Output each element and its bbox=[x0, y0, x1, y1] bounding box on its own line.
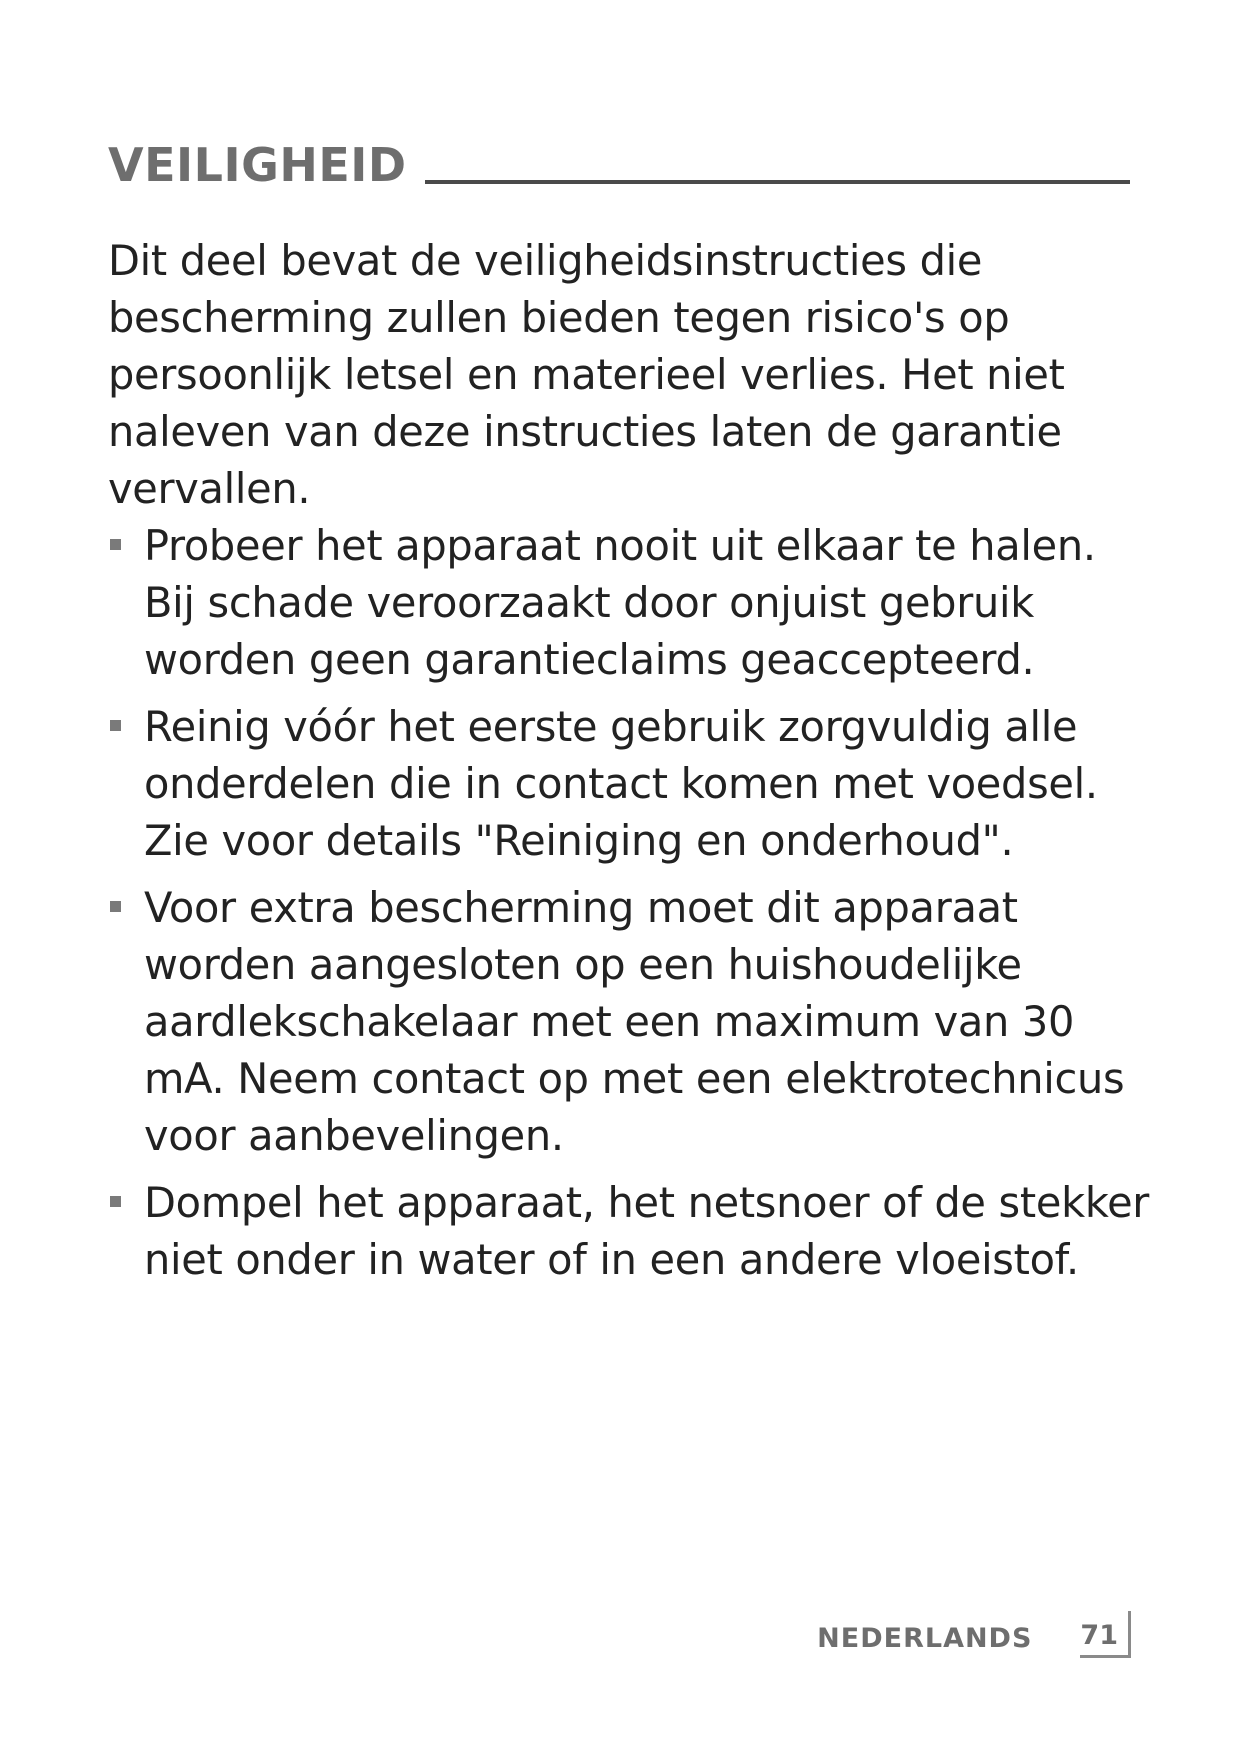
square-bullet-icon bbox=[110, 1196, 121, 1207]
safety-content bbox=[108, 232, 1158, 1288]
list-item bbox=[108, 517, 1158, 688]
square-bullet-icon bbox=[110, 539, 121, 550]
heading-rule bbox=[425, 180, 1130, 184]
list-item-text: Reinig vóór het eerste gebruik zorgvuldig alle onderdelen die in contact komen met voedsel. Zie voor details "Reiniging en onderhoud". bbox=[144, 702, 1098, 865]
list-item bbox=[108, 879, 1158, 1164]
page-number-box bbox=[1080, 1611, 1131, 1658]
section-heading: VEILIGHEID bbox=[108, 138, 407, 192]
list-item-text: Dompel het apparaat, het netsnoer of de stekker niet onder in water of in een andere vloeistof. bbox=[144, 1178, 1150, 1284]
list-item-text: Probeer het apparaat nooit uit elkaar te halen. Bij schade veroorzaakt door onjuist gebruik worden geen garantieclaims geaccepteerd. bbox=[144, 521, 1096, 684]
footer-language: NEDERLANDS bbox=[817, 1623, 1033, 1654]
page-footer bbox=[817, 1608, 1131, 1658]
square-bullet-icon bbox=[110, 720, 121, 731]
list-item-text: Voor extra bescherming moet dit apparaat worden aangesloten op een huishoudelijke aardlekschakelaar met een maximum van 30 mA. Neem contact op met een elektrotechnicus voor aanbevelingen. bbox=[144, 883, 1125, 1160]
square-bullet-icon bbox=[110, 901, 121, 912]
page-number: 71 bbox=[1080, 1620, 1118, 1651]
safety-instructions-list bbox=[108, 517, 1158, 1288]
intro-paragraph: Dit deel bevat de veiligheidsinstructies die bescherming zullen bieden tegen risico's op persoonlijk letsel en materieel verlies. Het niet naleven van deze instructies laten de garantie vervallen. bbox=[108, 236, 1065, 513]
list-item bbox=[108, 1174, 1158, 1288]
section-heading-row bbox=[108, 128, 1130, 192]
list-item bbox=[108, 698, 1158, 869]
